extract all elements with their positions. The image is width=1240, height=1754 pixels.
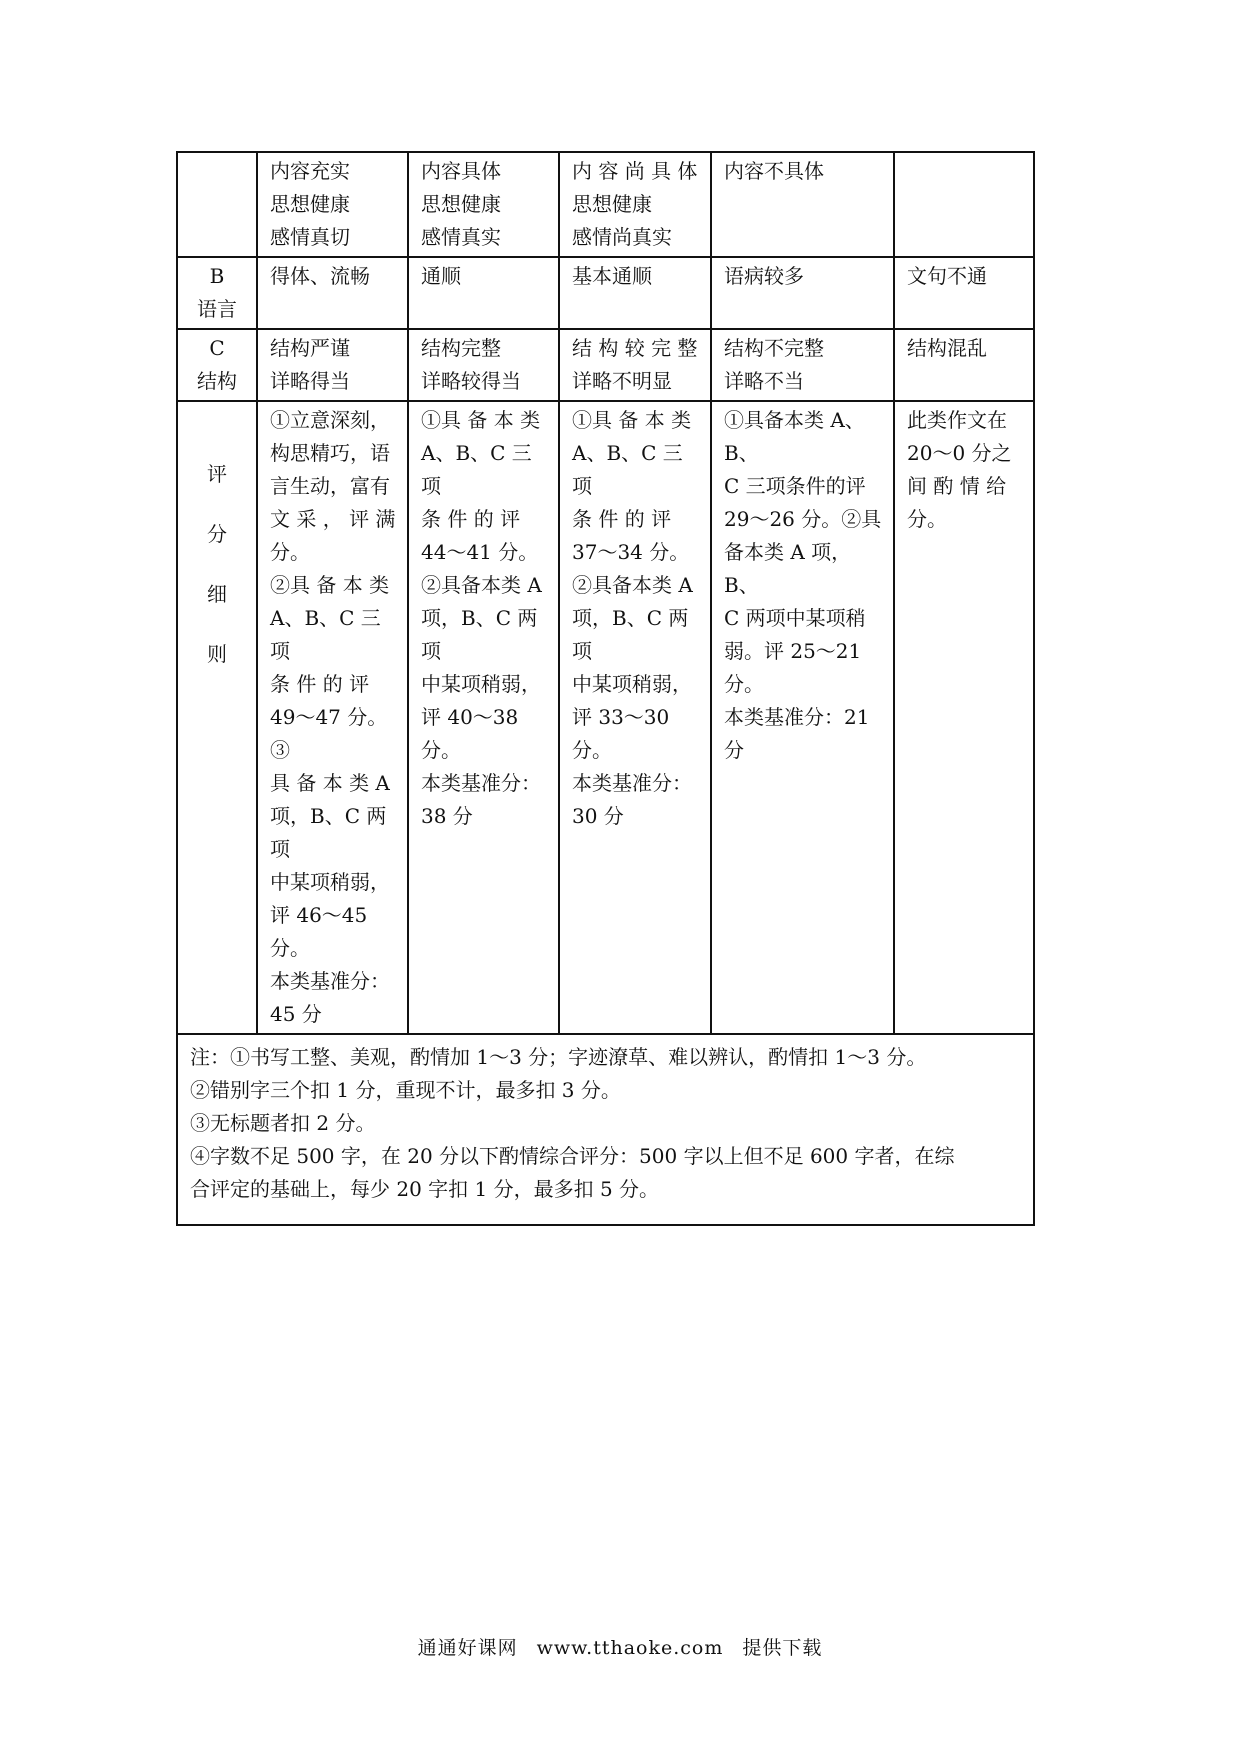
score-label-char: 评: [207, 461, 227, 486]
cell-structure-5: 结构混乱: [894, 329, 1034, 401]
footer-site-name: 通通好课网: [417, 1637, 518, 1659]
cell-score-1: ①立意深刻， 构思精巧，语 言生动，富有 文 采 ， 评 满 分。 ②具 备 本 类 A、B、C 三项 条 件 的 评 49～47 分。③ 具 备 本 类 A 项，B、C 两项 中某项稍弱， 评 46～45 分。 本类基准分： 45 分: [257, 401, 408, 1034]
row-language: [177, 257, 1034, 329]
cell-score-3: ①具 备 本 类 A、B、C 三项 条 件 的 评 37～34 分。 ②具备本类 A 项，B、C 两项 中某项稍弱， 评 33～30 分。 本类基准分： 30 分: [559, 401, 711, 1034]
cell-content-4: 内容不具体: [711, 152, 894, 257]
row-notes: [177, 1034, 1034, 1225]
row-scoring-details: [177, 401, 1034, 1034]
row-content: [177, 152, 1034, 257]
footer-suffix: 提供下载: [742, 1637, 823, 1659]
notes-cell: [177, 1034, 1034, 1225]
note-line: ④字数不足 500 字，在 20 分以下酌情综合评分：500 字以上但不足 600 字者，在综: [190, 1144, 955, 1168]
row-structure: [177, 329, 1034, 401]
cell-content-1: 内容充实 思想健康 感情真切: [257, 152, 408, 257]
row-language-label: B 语言: [177, 257, 257, 329]
cell-language-3: 基本通顺: [559, 257, 711, 329]
row-structure-label: C 结构: [177, 329, 257, 401]
score-label-char: 则: [207, 641, 227, 666]
note-line: ③无标题者扣 2 分。: [190, 1111, 376, 1135]
cell-score-5: 此类作文在 20～0 分之 间 酌 情 给 分。: [894, 401, 1034, 1034]
page-footer: [0, 1633, 1240, 1660]
note-line: 合评定的基础上，每少 20 字扣 1 分，最多扣 5 分。: [190, 1177, 660, 1201]
cell-content-2: 内容具体 思想健康 感情真实: [408, 152, 559, 257]
row-content-label: [177, 152, 257, 257]
cell-language-1: 得体、流畅: [257, 257, 408, 329]
cell-score-2: ①具 备 本 类 A、B、C 三项 条 件 的 评 44～41 分。 ②具备本类 A 项，B、C 两项 中某项稍弱， 评 40～38 分。 本类基准分： 38 分: [408, 401, 559, 1034]
score-label-char: 分: [207, 521, 227, 546]
cell-structure-1: 结构严谨 详略得当: [257, 329, 408, 401]
footer-url[interactable]: www.tthaoke.com: [536, 1637, 724, 1659]
scoring-rubric-table: [176, 151, 1035, 1226]
score-label-char: 细: [207, 581, 227, 606]
cell-content-5: [894, 152, 1034, 257]
note-line: ②错别字三个扣 1 分，重现不计，最多扣 3 分。: [190, 1078, 621, 1102]
cell-structure-4: 结构不完整 详略不当: [711, 329, 894, 401]
cell-language-4: 语病较多: [711, 257, 894, 329]
cell-language-2: 通顺: [408, 257, 559, 329]
cell-structure-3: 结 构 较 完 整 详略不明显: [559, 329, 711, 401]
cell-structure-2: 结构完整 详略较得当: [408, 329, 559, 401]
cell-language-5: 文句不通: [894, 257, 1034, 329]
note-line: 注：①书写工整、美观，酌情加 1～3 分；字迹潦草、难以辨认，酌情扣 1～3 分。: [190, 1045, 927, 1069]
cell-score-4: ①具备本类 A、B、 C 三项条件的评 29～26 分。②具 备本类 A 项，B、 C 两项中某项稍 弱。评 25～21 分。 本类基准分：21 分: [711, 401, 894, 1034]
row-scoring-label: [177, 401, 257, 1034]
cell-content-3: 内 容 尚 具 体 思想健康 感情尚真实: [559, 152, 711, 257]
